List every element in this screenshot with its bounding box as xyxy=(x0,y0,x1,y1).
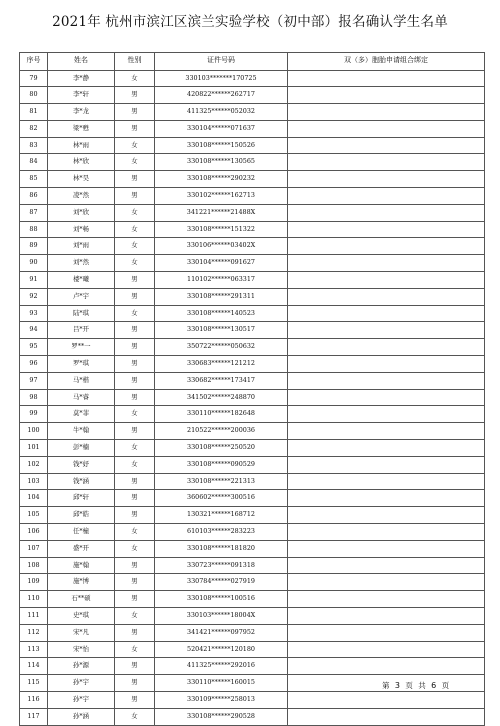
cell-name: 孙*宇 xyxy=(48,691,115,708)
cell-id-number: 330104******091627 xyxy=(155,255,288,272)
table-row xyxy=(20,339,485,356)
header-gender: 性别 xyxy=(115,53,155,71)
cell-seq: 82 xyxy=(20,120,48,137)
cell-seq: 110 xyxy=(20,591,48,608)
cell-seq: 109 xyxy=(20,574,48,591)
cell-id-number: 330682******173417 xyxy=(155,372,288,389)
cell-id-number: 330103******18004X xyxy=(155,608,288,625)
cell-id-number: 330103*******170725 xyxy=(155,70,288,87)
cell-twin-binding xyxy=(288,540,485,557)
cell-name: 李*轩 xyxy=(48,87,115,104)
cell-seq: 113 xyxy=(20,641,48,658)
cell-gender: 男 xyxy=(115,188,155,205)
cell-gender: 女 xyxy=(115,406,155,423)
cell-twin-binding xyxy=(288,322,485,339)
cell-seq: 87 xyxy=(20,204,48,221)
cell-twin-binding xyxy=(288,574,485,591)
cell-name: 钱*涵 xyxy=(48,473,115,490)
table-row xyxy=(20,658,485,675)
cell-id-number: 341221******21488X xyxy=(155,204,288,221)
cell-twin-binding xyxy=(288,608,485,625)
table-row xyxy=(20,456,485,473)
cell-id-number: 341502******248870 xyxy=(155,389,288,406)
table-header-row xyxy=(20,53,485,71)
cell-name: 卢*宇 xyxy=(48,288,115,305)
cell-id-number: 330108******151322 xyxy=(155,221,288,238)
cell-name: 吕*开 xyxy=(48,322,115,339)
cell-id-number: 210522******200036 xyxy=(155,423,288,440)
cell-id-number: 330102******162713 xyxy=(155,188,288,205)
cell-twin-binding xyxy=(288,238,485,255)
cell-id-number: 330108******090529 xyxy=(155,456,288,473)
table-row xyxy=(20,507,485,524)
cell-gender: 男 xyxy=(115,372,155,389)
table-row xyxy=(20,406,485,423)
cell-seq: 79 xyxy=(20,70,48,87)
table-row xyxy=(20,221,485,238)
cell-id-number: 330683******121212 xyxy=(155,356,288,373)
cell-id-number: 360602******300516 xyxy=(155,490,288,507)
cell-seq: 92 xyxy=(20,288,48,305)
cell-seq: 83 xyxy=(20,137,48,154)
table-row xyxy=(20,288,485,305)
cell-id-number: 330108******181820 xyxy=(155,540,288,557)
cell-twin-binding xyxy=(288,708,485,725)
cell-gender: 男 xyxy=(115,339,155,356)
cell-seq: 80 xyxy=(20,87,48,104)
table-row xyxy=(20,188,485,205)
cell-seq: 89 xyxy=(20,238,48,255)
cell-seq: 94 xyxy=(20,322,48,339)
table-row xyxy=(20,372,485,389)
cell-gender: 男 xyxy=(115,624,155,641)
cell-id-number: 330108******100516 xyxy=(155,591,288,608)
cell-id-number: 330108******150526 xyxy=(155,137,288,154)
total-pages-number: 6 xyxy=(431,681,437,690)
cell-twin-binding xyxy=(288,288,485,305)
cell-twin-binding xyxy=(288,70,485,87)
cell-gender: 女 xyxy=(115,204,155,221)
table-row xyxy=(20,154,485,171)
cell-name: 林*欣 xyxy=(48,154,115,171)
cell-seq: 105 xyxy=(20,507,48,524)
cell-id-number: 411325******052032 xyxy=(155,104,288,121)
cell-id-number: 330109******258013 xyxy=(155,691,288,708)
cell-gender: 男 xyxy=(115,675,155,692)
cell-seq: 85 xyxy=(20,171,48,188)
table-row xyxy=(20,70,485,87)
cell-name: 刘*畅 xyxy=(48,221,115,238)
table-row xyxy=(20,322,485,339)
cell-twin-binding xyxy=(288,524,485,541)
cell-twin-binding xyxy=(288,339,485,356)
cell-gender: 女 xyxy=(115,540,155,557)
cell-seq: 115 xyxy=(20,675,48,692)
cell-seq: 104 xyxy=(20,490,48,507)
cell-name: 任*橦 xyxy=(48,524,115,541)
cell-seq: 91 xyxy=(20,272,48,289)
footer-prefix: 第 xyxy=(382,681,390,690)
table-row xyxy=(20,87,485,104)
cell-twin-binding xyxy=(288,440,485,457)
cell-twin-binding xyxy=(288,557,485,574)
table-row xyxy=(20,574,485,591)
cell-name: 刘*然 xyxy=(48,255,115,272)
cell-gender: 男 xyxy=(115,658,155,675)
cell-gender: 男 xyxy=(115,574,155,591)
cell-name: 刘*雨 xyxy=(48,238,115,255)
table-row xyxy=(20,238,485,255)
table-row xyxy=(20,120,485,137)
cell-twin-binding xyxy=(288,490,485,507)
cell-gender: 女 xyxy=(115,608,155,625)
cell-name: 林*昊 xyxy=(48,171,115,188)
cell-seq: 107 xyxy=(20,540,48,557)
cell-id-number: 330108******221313 xyxy=(155,473,288,490)
table-row xyxy=(20,624,485,641)
table-row xyxy=(20,272,485,289)
cell-gender: 男 xyxy=(115,389,155,406)
cell-seq: 93 xyxy=(20,305,48,322)
cell-id-number: 330108******140523 xyxy=(155,305,288,322)
table-row xyxy=(20,691,485,708)
cell-seq: 88 xyxy=(20,221,48,238)
table-row xyxy=(20,557,485,574)
page-footer xyxy=(382,680,449,691)
cell-gender: 男 xyxy=(115,356,155,373)
table-body xyxy=(20,70,485,725)
cell-name: 孙*宇 xyxy=(48,675,115,692)
student-roster-table xyxy=(19,52,485,726)
header-id-number: 证件号码 xyxy=(155,53,288,71)
page-title: 2021年 杭州市滨江区滨兰实验学校（初中部）报名确认学生名单 xyxy=(52,14,448,30)
cell-seq: 86 xyxy=(20,188,48,205)
cell-name: 邱*皓 xyxy=(48,507,115,524)
table-row xyxy=(20,591,485,608)
cell-twin-binding xyxy=(288,641,485,658)
cell-twin-binding xyxy=(288,389,485,406)
table-row xyxy=(20,490,485,507)
cell-twin-binding xyxy=(288,188,485,205)
cell-name: 牛*翰 xyxy=(48,423,115,440)
cell-gender: 女 xyxy=(115,708,155,725)
cell-id-number: 330104******071637 xyxy=(155,120,288,137)
cell-name: 宋*凡 xyxy=(48,624,115,641)
cell-seq: 97 xyxy=(20,372,48,389)
cell-twin-binding xyxy=(288,624,485,641)
cell-name: 李*龙 xyxy=(48,104,115,121)
cell-id-number: 520421******120180 xyxy=(155,641,288,658)
cell-gender: 女 xyxy=(115,137,155,154)
cell-name: 史*琪 xyxy=(48,608,115,625)
cell-twin-binding xyxy=(288,104,485,121)
cell-gender: 男 xyxy=(115,691,155,708)
cell-twin-binding xyxy=(288,137,485,154)
cell-gender: 女 xyxy=(115,641,155,658)
table-row xyxy=(20,608,485,625)
table-row xyxy=(20,540,485,557)
cell-gender: 男 xyxy=(115,490,155,507)
cell-twin-binding xyxy=(288,305,485,322)
cell-id-number: 330784******027919 xyxy=(155,574,288,591)
cell-seq: 81 xyxy=(20,104,48,121)
cell-name: 钱*妤 xyxy=(48,456,115,473)
cell-twin-binding xyxy=(288,372,485,389)
cell-name: 李*静 xyxy=(48,70,115,87)
table-row xyxy=(20,204,485,221)
cell-name: 凌*然 xyxy=(48,188,115,205)
cell-twin-binding xyxy=(288,204,485,221)
cell-twin-binding xyxy=(288,691,485,708)
cell-twin-binding xyxy=(288,356,485,373)
footer-suffix: 页 xyxy=(441,681,450,690)
cell-twin-binding xyxy=(288,221,485,238)
cell-seq: 116 xyxy=(20,691,48,708)
cell-name: 宋*怡 xyxy=(48,641,115,658)
cell-seq: 101 xyxy=(20,440,48,457)
table-row xyxy=(20,389,485,406)
cell-id-number: 330108******130565 xyxy=(155,154,288,171)
cell-gender: 女 xyxy=(115,154,155,171)
table-row xyxy=(20,356,485,373)
table-row xyxy=(20,440,485,457)
cell-id-number: 110102******063317 xyxy=(155,272,288,289)
cell-twin-binding xyxy=(288,591,485,608)
cell-name: 莫*菲 xyxy=(48,406,115,423)
table-row xyxy=(20,255,485,272)
table-row xyxy=(20,137,485,154)
table-row xyxy=(20,423,485,440)
header-name: 姓名 xyxy=(48,53,115,71)
table-row xyxy=(20,524,485,541)
table-row xyxy=(20,104,485,121)
cell-seq: 100 xyxy=(20,423,48,440)
cell-twin-binding xyxy=(288,406,485,423)
cell-gender: 男 xyxy=(115,272,155,289)
cell-seq: 99 xyxy=(20,406,48,423)
cell-name: 罗*琪 xyxy=(48,356,115,373)
cell-gender: 男 xyxy=(115,423,155,440)
cell-id-number: 330108******290528 xyxy=(155,708,288,725)
cell-seq: 84 xyxy=(20,154,48,171)
cell-name: 梁*甦 xyxy=(48,120,115,137)
cell-gender: 男 xyxy=(115,557,155,574)
cell-twin-binding xyxy=(288,507,485,524)
table-header xyxy=(20,53,485,71)
cell-name: 孙*涵 xyxy=(48,708,115,725)
footer-middle: 页 共 xyxy=(405,681,426,690)
cell-name: 马*睿 xyxy=(48,389,115,406)
cell-gender: 女 xyxy=(115,440,155,457)
cell-twin-binding xyxy=(288,658,485,675)
cell-id-number: 330106******03402X xyxy=(155,238,288,255)
cell-id-number: 420822******262717 xyxy=(155,87,288,104)
cell-seq: 117 xyxy=(20,708,48,725)
cell-id-number: 330110******182648 xyxy=(155,406,288,423)
cell-gender: 男 xyxy=(115,87,155,104)
cell-gender: 女 xyxy=(115,305,155,322)
cell-name: 邱*轩 xyxy=(48,490,115,507)
cell-seq: 96 xyxy=(20,356,48,373)
cell-id-number: 341421******097952 xyxy=(155,624,288,641)
cell-gender: 男 xyxy=(115,591,155,608)
cell-name: 林*雨 xyxy=(48,137,115,154)
cell-name: 孙*源 xyxy=(48,658,115,675)
cell-id-number: 130321******168712 xyxy=(155,507,288,524)
cell-twin-binding xyxy=(288,473,485,490)
table-row xyxy=(20,473,485,490)
cell-name: 罗**一 xyxy=(48,339,115,356)
cell-name: 石**硕 xyxy=(48,591,115,608)
cell-gender: 男 xyxy=(115,171,155,188)
cell-name: 彭*楠 xyxy=(48,440,115,457)
cell-twin-binding xyxy=(288,255,485,272)
cell-seq: 103 xyxy=(20,473,48,490)
cell-id-number: 610103******283223 xyxy=(155,524,288,541)
cell-gender: 男 xyxy=(115,473,155,490)
cell-id-number: 330110******160015 xyxy=(155,675,288,692)
cell-name: 施*翰 xyxy=(48,557,115,574)
cell-gender: 男 xyxy=(115,322,155,339)
cell-seq: 90 xyxy=(20,255,48,272)
cell-twin-binding xyxy=(288,272,485,289)
cell-id-number: 330108******290232 xyxy=(155,171,288,188)
cell-gender: 女 xyxy=(115,221,155,238)
cell-seq: 112 xyxy=(20,624,48,641)
cell-seq: 114 xyxy=(20,658,48,675)
cell-id-number: 330108******130517 xyxy=(155,322,288,339)
cell-name: 刘*欣 xyxy=(48,204,115,221)
cell-name: 施*博 xyxy=(48,574,115,591)
cell-gender: 男 xyxy=(115,288,155,305)
cell-gender: 女 xyxy=(115,255,155,272)
cell-seq: 98 xyxy=(20,389,48,406)
table-row xyxy=(20,641,485,658)
cell-name: 马*楷 xyxy=(48,372,115,389)
cell-gender: 女 xyxy=(115,238,155,255)
cell-twin-binding xyxy=(288,154,485,171)
cell-seq: 102 xyxy=(20,456,48,473)
cell-twin-binding xyxy=(288,87,485,104)
table-row xyxy=(20,171,485,188)
cell-name: 盛*开 xyxy=(48,540,115,557)
cell-id-number: 330108******250520 xyxy=(155,440,288,457)
cell-id-number: 330723******091318 xyxy=(155,557,288,574)
table-row xyxy=(20,708,485,725)
cell-twin-binding xyxy=(288,120,485,137)
header-seq: 序号 xyxy=(20,53,48,71)
cell-twin-binding xyxy=(288,423,485,440)
cell-gender: 男 xyxy=(115,120,155,137)
cell-twin-binding xyxy=(288,171,485,188)
cell-seq: 95 xyxy=(20,339,48,356)
cell-name: 陆*琪 xyxy=(48,305,115,322)
cell-gender: 女 xyxy=(115,524,155,541)
header-twin-binding: 双（多）胞胎申请组合绑定 xyxy=(288,53,485,71)
cell-gender: 男 xyxy=(115,104,155,121)
cell-id-number: 411325******292016 xyxy=(155,658,288,675)
cell-seq: 106 xyxy=(20,524,48,541)
cell-gender: 女 xyxy=(115,70,155,87)
cell-seq: 111 xyxy=(20,608,48,625)
cell-seq: 108 xyxy=(20,557,48,574)
cell-twin-binding xyxy=(288,456,485,473)
table-row xyxy=(20,305,485,322)
cell-id-number: 330108******291311 xyxy=(155,288,288,305)
cell-name: 楼*曦 xyxy=(48,272,115,289)
cell-gender: 女 xyxy=(115,456,155,473)
cell-gender: 男 xyxy=(115,507,155,524)
cell-id-number: 350722******050632 xyxy=(155,339,288,356)
current-page-number: 3 xyxy=(394,681,400,690)
